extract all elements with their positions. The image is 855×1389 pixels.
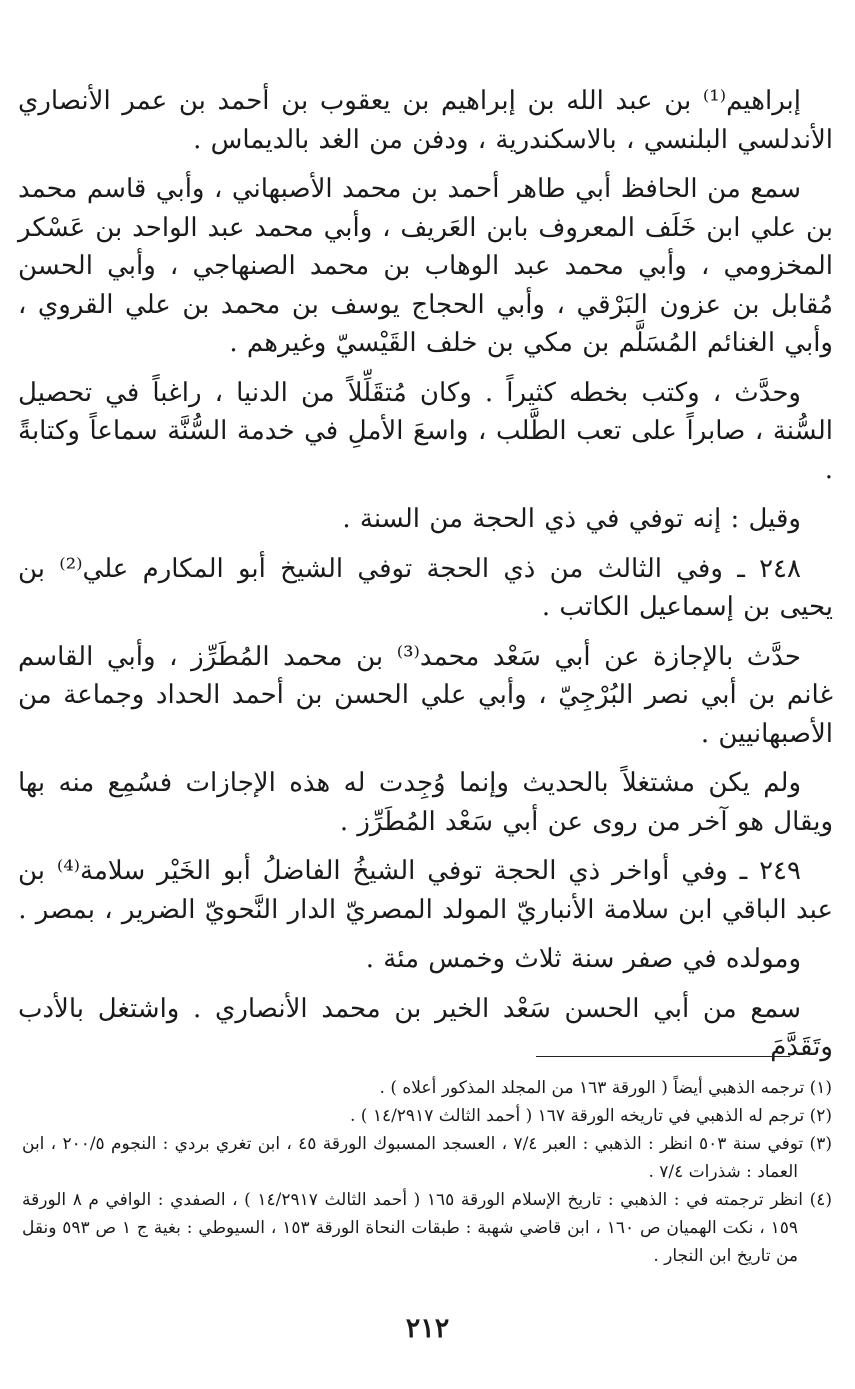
footnote-4: (٤) انظر ترجمته في : الذهبي : تاريخ الإسلام الورقة ١٦٥ ( أحمد الثالث ١٤/٢٩١٧ ) ، الصفدي : الوافي م ٨ الورقة ١٥٩ ، نكت الهميان ص ١٦٠ ، ابن قاضي شهبة : طبقات النحاة الورقة ١٥٣ ، السيوطي : بغية ج ١ ص ٥٩٣ ونقل من تاريخ ابن النجار . <box>22 1190 832 1266</box>
paragraph-3: وحدَّث ، وكتب بخطه كثيراً . وكان مُتقَلِّلاً من الدنيا ، راغباً في تحصيل السُّنة ، صابراً على تعب الطَّلب ، واسعَ الأملِ في خدمة السُّنَّة سماعاً وكتابةً . <box>18 377 833 485</box>
paragraph-7: ولم يكن مشتغلاً بالحديث وإنما وُجِدت له هذه الإجازات فسُمِع منه بها ويقال هو آخر من روى عن أبي سَعْد المُطَرِّز . <box>18 768 833 837</box>
paragraph-2: سمع من الحافظ أبي طاهر أحمد بن محمد الأصبهاني ، وأبي قاسم محمد بن علي ابن خَلَف المعروف بابن العَريف ، وأبي محمد عبد الواحد بن عَسْكر المخزومي ، وأبي محمد عبد الوهاب بن محمد الصنهاجي ، وأبي الحسن مُقابل بن عزون البَرْقي ، وأبي الحجاج يوسف بن محمد بن علي القروي ، وأبي الغنائم المُسَلَّم بن مكي بن خلف القَيْسيّ وغيرهم . <box>18 174 833 358</box>
footnote-2: (٢) ترجم له الذهبي في تاريخه الورقة ١٦٧ ( أحمد الثالث ١٤/٢٩١٧ ) . <box>349 1106 832 1126</box>
footnote-separator <box>536 1056 790 1057</box>
footnote-3: (٣) توفي سنة ٥٠٣ انظر : الذهبي : العبر ٧/٤ ، العسجد المسبوك الورقة ٤٥ ، ابن تغري بردي : النجوم ٢٠٠/٥ ، ابن العماد : شذرات ٧/٤ . <box>22 1134 832 1182</box>
main-text <box>18 82 833 1078</box>
footnote-1: (١) ترجمه الذهبي أيضاً ( الورقة ١٦٣ من المجلد المذكور أعلاه ) . <box>379 1078 832 1098</box>
footnotes <box>22 1074 832 1270</box>
paragraph-10: سمع من أبي الحسن سَعْد الخير بن محمد الأنصاري . واشتغل بالأدب وتَقَدَّمَ <box>18 993 833 1062</box>
paragraph-8-entry-249: ٢٤٩ ـ وفي أواخر ذي الحجة توفي الشيخُ الفاضلُ أبو الخَيْر سلامة⁽⁴⁾ بن عبد الباقي ابن سلامة الأنباريّ المولد المصريّ الدار النَّحويّ الضرير ، بمصر . <box>18 856 833 925</box>
paragraph-1: إبراهيم⁽¹⁾ بن عبد الله بن إبراهيم بن يعقوب بن أحمد بن عمر الأنصاري الأندلسي البلنسي ، بالاسكندرية ، ودفن من الغد بالديماس . <box>18 86 833 155</box>
paragraph-9: ومولده في صفر سنة ثلاث وخمس مئة . <box>365 944 801 974</box>
paragraph-6: حدَّث بالإجازة عن أبي سَعْد محمد⁽³⁾ بن محمد المُطَرِّز ، وأبي القاسم غانم بن أبي نصر البُرْجِيّ ، وأبي علي الحسن بن أحمد الحداد وجماعة من الأصبهانيين . <box>18 641 833 749</box>
paragraph-4: وقيل : إنه توفي في ذي الحجة من السنة . <box>342 504 801 534</box>
paragraph-5-entry-248: ٢٤٨ ـ وفي الثالث من ذي الحجة توفي الشيخ أبو المكارم علي⁽²⁾ بن يحيى بن إسماعيل الكاتب . <box>18 553 833 622</box>
page-number: ٢١٢ <box>405 1313 450 1344</box>
